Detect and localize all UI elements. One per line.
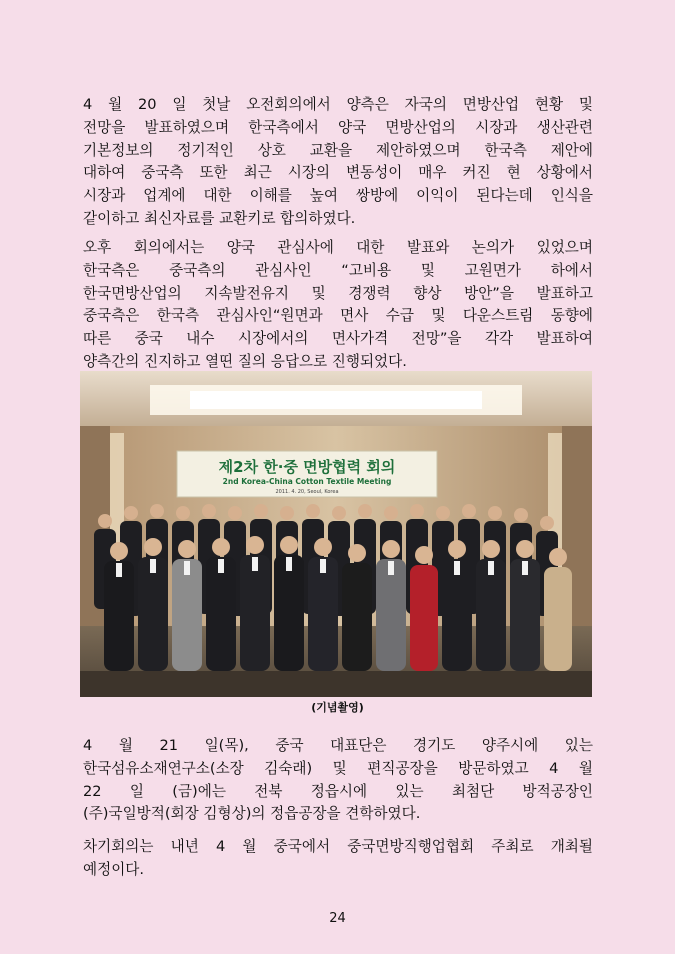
paragraph-afternoon-session <box>83 237 593 374</box>
text-line: 예정이다. <box>83 860 145 878</box>
text-line: (주)국일방적(회장 김형상)의 정읍공장을 견학하였다. <box>83 805 421 823</box>
text-line: 한국측은 중국측의 관심사인 “고비용 및 고원면가 하에서 <box>83 261 593 279</box>
photo-caption: (기념촬영) <box>311 701 364 714</box>
text-line: 전망을 발표하였으며 한국측에서 양국 면방산업의 시장과 생산관련 <box>83 118 593 136</box>
text-line: 한국면방산업의 지속발전유지 및 경쟁력 향상 방안”을 발표하고 <box>83 284 593 302</box>
page-number: 24 <box>329 911 346 926</box>
text-line: 중국측은 한국측 관심사인“원면과 면사 수급 및 다운스트림 동향에 <box>83 307 593 325</box>
text-line: 한국섬유소재연구소(소장 김숙래) 및 편직공장을 방문하였고 4 월 <box>83 759 593 777</box>
text-line: 22 일 (금)에는 전북 정읍시에 있는 최첨단 방적공장인 <box>83 782 593 800</box>
text-line: 양측간의 진지하고 열띤 질의 응답으로 진행되었다. <box>83 352 407 370</box>
text-line: 오후 회의에서는 양국 관심사에 대한 발표와 논의가 있었으며 <box>83 239 593 256</box>
text-line: 대하여 중국측 또한 최근 시장의 변동성이 매우 커진 현 상황에서 <box>83 164 593 182</box>
text-line: 기본정보의 정기적인 상호 교환을 제안하였으며 한국측 제안에 <box>83 141 593 159</box>
text-line: 따른 중국 내수 시장에서의 면사가격 전망”을 각각 발표하여 <box>83 330 593 348</box>
text-line: 4 월 21 일(목), 중국 대표단은 경기도 양주시에 있는 <box>83 737 593 754</box>
banner-subtitle: 2nd Korea-China Cotton Textile Meeting <box>222 477 392 486</box>
banner-title: 제2차 한·중 면방협력 회의 <box>218 458 396 476</box>
text-line: 같이하고 최신자료를 교환키로 합의하였다. <box>83 209 356 227</box>
text-line: 4 월 20 일 첫날 오전회의에서 양측은 자국의 면방산업 현황 및 <box>83 96 593 113</box>
banner-date: 2011. 4. 20, Seoul, Korea <box>275 489 339 495</box>
paragraph-next-meeting <box>83 836 593 882</box>
text-line: 시장과 업계에 대한 이해를 높여 쌍방에 이익이 된다는데 인식을 <box>83 187 593 205</box>
paragraph-site-visits <box>83 735 593 826</box>
group-photo <box>80 371 592 697</box>
paragraph-morning-session <box>83 94 593 231</box>
text-line: 차기회의는 내년 4 월 중국에서 중국면방직행업협회 주최로 개최될 <box>83 838 593 855</box>
